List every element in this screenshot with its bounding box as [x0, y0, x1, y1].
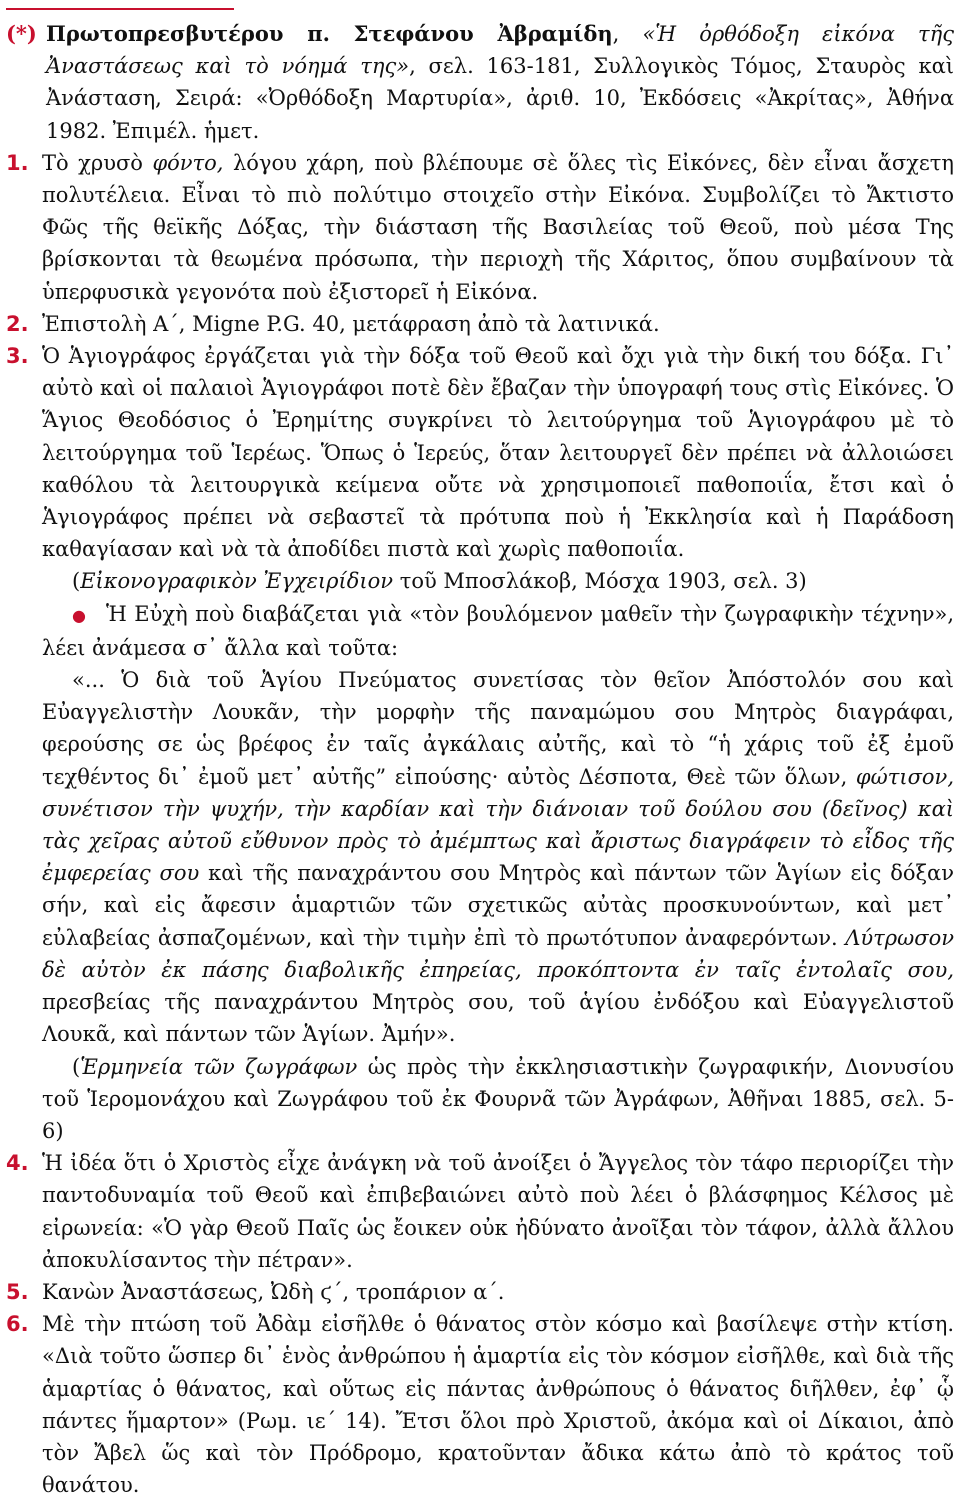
footnote-3	[6, 340, 954, 1147]
footnote-3-source-2: (Ἑρμηνεία τῶν ζωγράφων ὡς πρὸς τὴν ἐκκλησιαστικὴν ζωγραφικήν, Διονυσίου τοῦ Ἱερομονάχου καὶ Ζωγράφου τοῦ ἐκ Φουρνᾶ τῶν Ἀγράφων, Ἀθῆναι 1885, σελ. 5-6)	[42, 1054, 954, 1143]
footnote-number: 3.	[6, 344, 29, 369]
prayer-intro: ● Ἡ Εὐχὴ ποὺ διαβάζεται γιὰ «τὸν βουλόμενον μαθεῖν τὴν ζωγραφικὴν τέχνην», λέει ἀνάμεσα σ᾽ ἄλλα καὶ τοῦτα:	[42, 601, 954, 660]
footnote-number: 5.	[6, 1279, 29, 1304]
footnote-3-source: (Εἰκονογραφικὸν Ἐγχειρίδιον τοῦ Μποσλάκοβ, Μόσχα 1903, σελ. 3)	[72, 569, 807, 594]
prayer-quote: «... Ὁ διὰ τοῦ Ἁγίου Πνεύματος συνετίσας τὸν θεῖον Ἀπόστολόν σου καὶ Εὐαγγελιστὴν Λουκᾶν, τὴν μορφὴν τῆς παναμώμου σου Μητρὸς διαγράφαι, φερούσης σε ὡς βρέφος ἐν ταῖς ἀγκάλαις αὐτῆς, καὶ τὸ “ἡ χάρις τοῦ ἐξ ἐμοῦ τεχθέντος δι᾽ ἐμοῦ μετ᾽ αὐτῆς” εἰπούσης· αὐτὸς Δέσποτα, Θεὲ τῶν ὅλων, φώτισον, συνέτισον τὴν ψυχήν, τὴν καρδίαν καὶ τὴν διάνοιαν τοῦ δούλου σου (δεῖνος) καὶ τὰς χεῖρας αὐτοῦ εὔθυνον πρὸς τὸ ἀμέμπτως καὶ ἄριστως διαγράφειν τὸ εἶδος τῆς ἐμφερείας σου καὶ τῆς παναχράντου σου Μητρὸς καὶ πάντων τῶν Ἁγίων εἰς δόξαν σήν, καὶ εἰς ἄφεσιν ἁμαρτιῶν τῶν σχετικῶς αὐτὰς προσκυνούντων, καὶ μετ᾽ εὐλαβείας ἀσπαζομένων, καὶ τὴν τιμὴν ἐπὶ τὸ πρωτότυπον ἀναφερόντων. Λύτρωσον δὲ αὐτὸν ἐκ πάσης διαβολικῆς ἐπηρείας, προκόπτοντα ἐν ταῖς ἐντολαῖς σου, πρεσβείας τῆς παναχράντου Μητρὸς σου, τοῦ ἁγίου ἐνδόξου καὶ Εὐαγγελιστοῦ Λουκᾶ, καὶ πάντων τῶν Ἁγίων. Ἀμήν».	[42, 668, 954, 1047]
article-title: «Ἡ ὀρθόδοξη εἰκόνα τῆς Ἀναστάσεως καὶ τὸ νόημά της»	[46, 22, 955, 79]
footnote-number: 2.	[6, 311, 29, 336]
footnote-number: 6.	[6, 1312, 29, 1337]
footnotes	[6, 18, 954, 1501]
footnote-number: 1.	[6, 150, 29, 175]
footnote-1: 1. Τὸ χρυσὸ φόντο, λόγου χάρη, ποὺ βλέπουμε σὲ ὅλες τὶς Εἰκόνες, δὲν εἶναι ἄσχετη πολυτέλεια. Εἶναι τὸ πιὸ πολύτιμο στοιχεῖο στὴν Εἰκόνα. Συμβολίζει τὸ Ἄκτιστο Φῶς τῆς θεϊκῆς Δόξας, τὴν διάσταση τῆς Βασιλείας τοῦ Θεοῦ, ποὺ μέσα Της βρίσκονται τὰ θεωμένα πρόσωπα, τὴν περιοχὴ τῆς Χάριτος, ὅπου συμβαίνουν τὰ ὑπερφυσικὰ γεγονότα ποὺ ἐξιστορεῖ ἡ Εἰκόνα.	[6, 147, 954, 308]
footnote-6: 6. Μὲ τὴν πτώση τοῦ Ἀδὰμ εἰσῆλθε ὁ θάνατος στὸν κόσμο καὶ βασίλεψε στὴν κτίση. «Διὰ τοῦτο ὥσπερ δι᾽ ἑνὸς ἀνθρώπου ἡ ἁμαρτία εἰς τὸν κόσμον εἰσῆλθε, καὶ διὰ τῆς ἁμαρτίας ὁ θάνατος, καὶ οὕτως εἰς πάντας ἀνθρώπους ὁ θάνατος διῆλθεν, ἐφ᾽ ᾧ πάντες ἥμαρτον» (Ρωμ. ιε΄ 14). Ἔτσι ὅλοι πρὸ Χριστοῦ, ἀκόμα καὶ οἱ Δίκαιοι, ἀπὸ τὸν Ἄβελ ὥς καὶ τὸν Πρόδρομο, κρατοῦνταν ἄδικα κάτω ἀπὸ τὸ κράτος τοῦ θανάτου.	[6, 1308, 954, 1501]
footnote-3-text: Ὁ Ἁγιογράφος ἐργάζεται γιὰ τὴν δόξα τοῦ Θεοῦ καὶ ὄχι γιὰ τὴν δική του δόξα. Γι᾽ αὐτὸ καὶ οἱ παλαιοὶ Ἁγιογράφοι ποτὲ δὲν ἔβαζαν τὴν ὑπογραφή τους στὶς Εἰκόνες. Ὁ Ἅγιος Θεοδόσιος ὁ Ἐρημίτης συγκρίνει τὸ λειτούργημα τοῦ Ἁγιογράφου μὲ τὸ λειτούργημα τοῦ Ἱερέως. Ὅπως ὁ Ἱερεύς, ὅταν λειτουργεῖ δὲν πρέπει νὰ ἀλλοιώσει καθόλου τὰ λειτουργικὰ κείμενα οὔτε νὰ χρησιμοποιεῖ παθοποιΐα, ἔτσι καὶ ὁ Ἁγιογράφος πρέπει νὰ σεβαστεῖ τὰ πρότυπα ποὺ ἡ Ἐκκλησία καὶ ἡ Παράδοση καθαγίασαν καὶ νὰ τὰ ἀποδίδει πιστὰ καὶ χωρὶς παθοποιΐα.	[42, 344, 954, 562]
footnote-2: 2. Ἐπιστολὴ Α΄, Migne P.G. 40, μετάφραση ἀπὸ τὰ λατινικά.	[6, 308, 954, 340]
footnote-star: (*) Πρωτοπρεσβυτέρου π. Στεφάνου Ἀβραμίδη, «Ἡ ὀρθόδοξη εἰκόνα τῆς Ἀναστάσεως καὶ τὸ νόημά της», σελ. 163-181, Συλλογικὸς Τόμος, Σταυρὸς καὶ Ἀνάσταση, Σειρά: «Ὀρθόδοξη Μαρτυρία», ἀριθ. 10, Ἐκδόσεις «Ἀκρίτας», Ἀθήνα 1982. Ἐπιμέλ. ἡμετ.	[6, 18, 954, 147]
citation-rest: , σελ. 163-181, Συλλογικὸς Τόμος, Σταυρὸς καὶ Ἀνάσταση, Σειρά: «Ὀρθόδοξη Μαρτυρία», ἀριθ. 10, Ἐκδόσεις «Ἀκρίτας», Ἀθήνα 1982. Ἐπιμέλ. ἡμετ.	[46, 54, 955, 143]
footnote-4: 4. Ἡ ἰδέα ὅτι ὁ Χριστὸς εἶχε ἀνάγκη νὰ τοῦ ἀνοίξει ὁ Ἄγγελος τὸν τάφο περιορίζει τὴν παντοδυναμία τοῦ Θεοῦ καὶ ἐπιβεβαιώνει αὐτὸ ποὺ λέει ὁ βλάσφημος Κέλσος μὲ εἰρωνεία: «Ὁ γὰρ Θεοῦ Παῖς ὡς ἔοικεν οὐκ ἠδύνατο ἀνοῖξαι τὸν τάφον, ἀλλὰ ἄλλου ἀποκυλίσαντος τὴν πέτραν».	[6, 1147, 954, 1276]
footnote-marker: (*)	[6, 21, 37, 46]
footnote-separator-rule	[6, 8, 234, 10]
footnote-5: 5. Κανὼν Ἀναστάσεως, Ὠδὴ ϛ΄, τροπάριον α΄.	[6, 1276, 954, 1308]
footnote-number: 4.	[6, 1151, 29, 1176]
author-name: Πρωτοπρεσβυτέρου π. Στεφάνου Ἀβραμίδη	[46, 21, 613, 46]
bullet-icon: ●	[72, 605, 86, 625]
